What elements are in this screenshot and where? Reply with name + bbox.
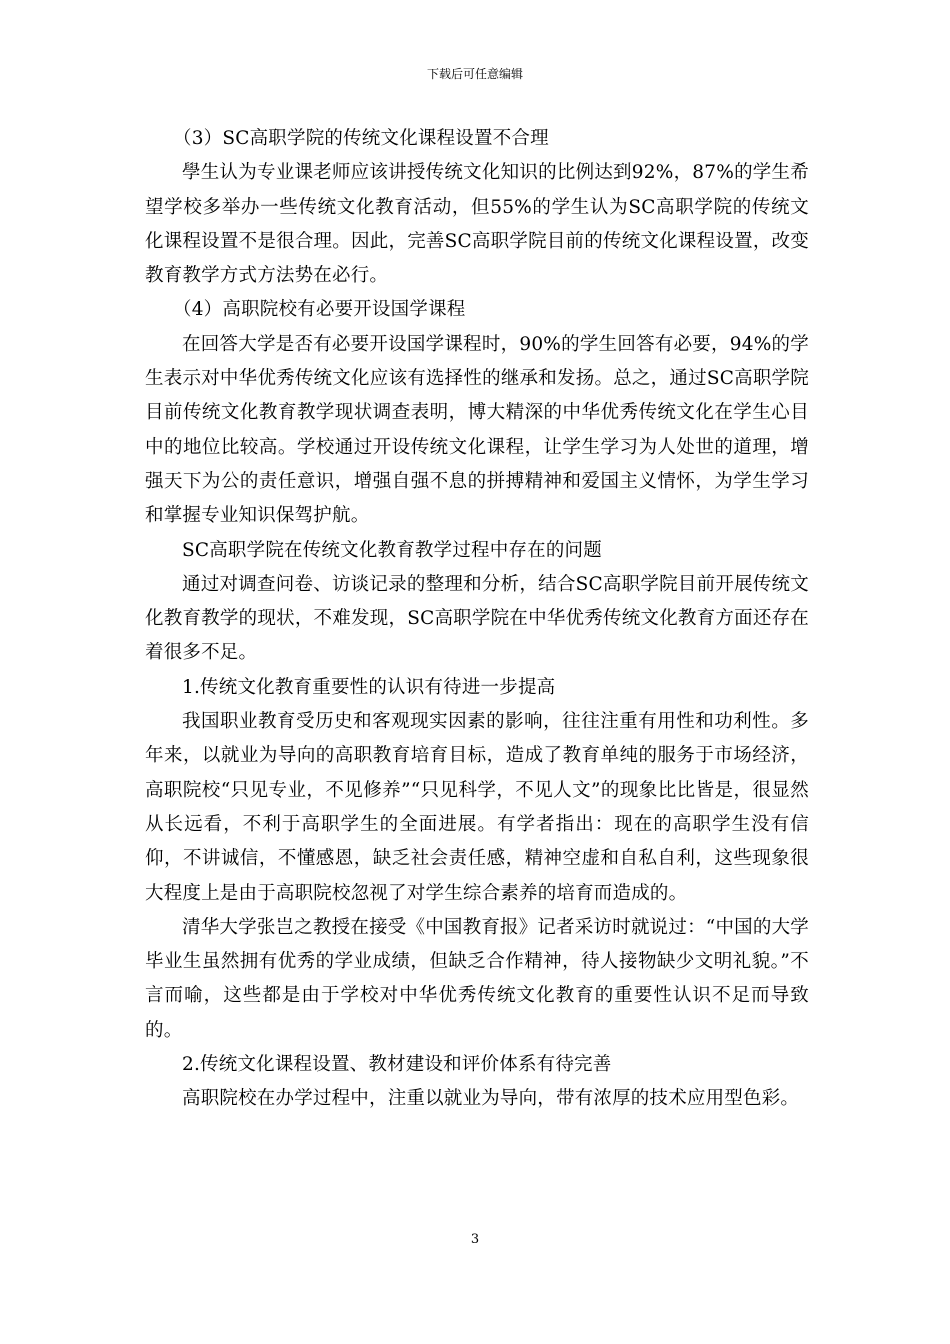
paragraph: 我国职业教育受历史和客观现实因素的影响，往往注重有用性和功利性。多年来，以就业为导向的高职教育培育目标，造成了教育单纯的服务于市场经济，高职院校“只见专业，不见修养”“只见科学，不见人文”的现象比比皆是，很显然从长远看，不利于高职学生的全面进展。有学者指出：现在的高职学生没有信仰，不讲诚信，不懂感恩，缺乏社会责任感，精神空虚和自私自利，这些现象很大程度上是由于高职院校忽视了对学生综合素养的培育而造成的。 [145, 711, 809, 904]
document-body [145, 122, 809, 1117]
paragraph: 高职院校在办学过程中，注重以就业为导向，带有浓厚的技术应用型色彩。 [182, 1088, 800, 1110]
page-header: 下载后可任意编辑 [426, 67, 523, 81]
section-heading-4: （4）高职院校有必要开设国学课程 [173, 299, 466, 321]
subheading-1: 1.传统文化教育重要性的认识有待进一步提高 [182, 676, 556, 698]
section-heading-3: （3）SC高职学院的传统文化课程设置不合理 [173, 128, 549, 149]
paragraph: 學生认为专业课老师应该讲授传统文化知识的比例达到92%，87%的学生希望学校多举办一些传统文化教育活动，但55%的学生认为SC高职学院的传统文化课程设置不是很合理。因此，完善SC高职学院目前的传统文化课程设置，改变教育教学方式方法势在必行。 [145, 162, 809, 287]
subheading-2: 2.传统文化课程设置、教材建设和评价体系有待完善 [182, 1054, 612, 1076]
section-heading-problems: SC高职学院在传统文化教育教学过程中存在的问题 [182, 539, 602, 561]
paragraph: 通过对调查问卷、访谈记录的整理和分析，结合SC高职学院目前开展传统文化教育教学的现状，不难发现，SC高职学院在中华优秀传统文化教育方面还存在着很多不足。 [145, 573, 809, 664]
paragraph: 在回答大学是否有必要开设国学课程时，90%的学生回答有必要，94%的学生表示对中华优秀传统文化应该有选择性的继承和发扬。总之，通过SC高职学院目前传统文化教育教学现状调查表明，博大精深的中华优秀传统文化在学生心目中的地位比较高。学校通过开设传统文化课程，让学生学习为人处世的道理，增强天下为公的责任意识，增强自强不息的拼搏精神和爱国主义情怀，为学生学习和掌握专业知识保驾护航。 [145, 333, 809, 527]
paragraph: 清华大学张岂之教授在接受《中国教育报》记者采访时就说过：“中国的大学毕业生虽然拥有优秀的学业成绩，但缺乏合作精神，待人接物缺少文明礼貌。”不言而喻，这些都是由于学校对中华优秀传统文化教育的重要性认识不足而导致的。 [145, 916, 809, 1041]
page-number: 3 [470, 1232, 480, 1247]
